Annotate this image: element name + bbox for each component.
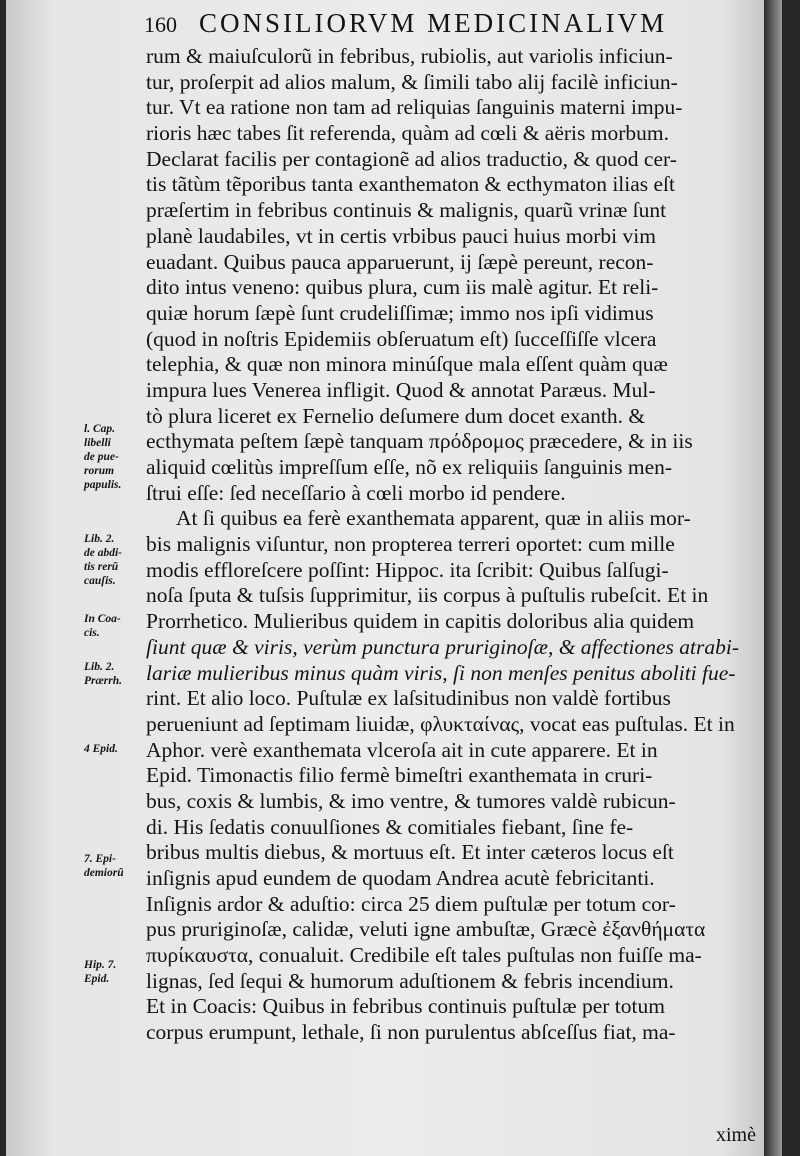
text-line: ſtrui eſſe: ſed neceſſario à cœli morbo id pendere. bbox=[146, 480, 566, 505]
text-line: euadant. Quibus pauca apparuerunt, ij ſæpè pereunt, recon- bbox=[146, 249, 654, 274]
text-line: corpus erumpunt, lethale, ſi non purulentus abſceſſus fiat, ma- bbox=[146, 1020, 676, 1045]
text-line: impura lues Venerea infligit. Quod & annotat Paræus. Mul- bbox=[146, 377, 656, 402]
text-line: Inſignis ardor & aduſtio: circa 25 diem puſtulæ per totum cor- bbox=[146, 891, 676, 916]
text-line: lignas, ſed ſequi & humorum aduſtionem & febris incendium. bbox=[146, 968, 674, 993]
page-edge bbox=[764, 0, 782, 1156]
text-line: di. His ſedatis conuulſiones & comitiales fiebant, ſine fe- bbox=[146, 814, 634, 839]
text-line: bus, coxis & lumbis, & imo ventre, & tumores valdè rubicun- bbox=[146, 788, 676, 813]
marginal-note: In Coa- cis. bbox=[84, 613, 121, 639]
text-line: πυρίκαυστα, conualuit. Credibile eſt tales puſtulas non fuiſſe ma- bbox=[146, 943, 702, 968]
text-line: Aphor. verè exanthemata vlceroſa ait in cute apparere. Et in bbox=[146, 737, 658, 762]
text-line: Declarat facilis per contagionẽ ad alios traductio, & quod cer- bbox=[146, 146, 677, 171]
text-line: modis efflorеſcere poſſint: Hippoc. ita ſcribit: Quibus ſalſugi- bbox=[146, 557, 669, 582]
catchword: ximè bbox=[716, 1124, 756, 1146]
text-line: ecthymata peſtem ſæpè tanquam πρόδρομος præcedere, & in iis bbox=[146, 429, 693, 454]
marginal-note: Hip. 7. Epid. bbox=[84, 959, 117, 985]
text-line: præſertim in febribus continuis & malignis, quarũ vrinæ ſunt bbox=[146, 198, 667, 223]
book-page bbox=[6, 0, 782, 1156]
text-line: aliquid cœlitùs impreſſum eſſe, nõ ex reliquiis ſanguinis men- bbox=[146, 455, 673, 479]
text-line: telephia, & quæ non minora minúſque mala eſſent quàm quæ bbox=[146, 352, 668, 377]
marginal-note: l. Cap. libelli de pue- rorum papulis. bbox=[84, 423, 122, 491]
text-line: perueniunt ad ſeptimam liuidæ, φλυκταίνας, vocat eas puſtulas. Et in bbox=[146, 711, 735, 736]
marginal-note: 4 Epid. bbox=[84, 743, 118, 755]
running-title: CONSILIORVM MEDICINALIVM bbox=[199, 8, 668, 38]
text-line: ſiunt quæ & viris, verùm punctura pruriginoſæ, & affectiones atrabi- bbox=[146, 634, 740, 659]
text-line: rioris hæc tabes ſit referenda, quàm ad cœli & aëris morbum. bbox=[146, 121, 670, 146]
text-line: tis tãtùm tẽporibus tanta exanthematon & ecthymaton ilias eſt bbox=[146, 172, 676, 197]
text-line: rum & maiuſculorũ in febribus, rubiolis, aut variolis inficiun- bbox=[146, 44, 673, 68]
text-line: (quod in noſtris Epidemiis obſeruatum eſt) ſucceſſiſſe vlcera bbox=[146, 326, 657, 351]
text-line: tur, proſerpit ad alios malum, & ſimili tabo alij facilè inficiun- bbox=[146, 69, 678, 94]
text-line: Et in Coacis: Quibus in febribus continuis puſtulæ per totum bbox=[146, 994, 665, 1019]
text-line: tò plura liceret ex Fernelio deſumere dum docet exanth. & bbox=[146, 403, 646, 428]
text-line: inſignis apud eundem de quodam Andrea acutè febricitanti. bbox=[146, 866, 655, 890]
page-header bbox=[144, 8, 744, 42]
page-number: 160 bbox=[144, 12, 177, 37]
text-line: Epid. Timonactis filio fermè bimeſtri exanthemata in cruri- bbox=[146, 763, 653, 788]
text-line: lariæ mulieribus minus quàm viris, ſi non menſes penitus aboliti fue- bbox=[146, 660, 736, 685]
text-line: quiæ horum ſæpè ſunt crudeliſſimæ; immo nos ipſi vidimus bbox=[146, 300, 654, 325]
body-text bbox=[146, 44, 780, 1046]
text-line: dito intus veneno: quibus plura, cum iis malè agitur. Et reli- bbox=[146, 275, 659, 300]
text-line: noſa ſputa & tuſsis ſupprimitur, iis corpus à puſtulis rubeſcit. Et in bbox=[146, 583, 709, 608]
text-line: pus pruriginoſæ, calidæ, veluti igne ambuſtæ, Græcè ἐξανθήματα bbox=[146, 917, 706, 942]
text-line: bribus multis diebus, & mortuus eſt. Et inter cæteros locus eſt bbox=[146, 840, 674, 865]
text-line: tur. Vt ea ratione non tam ad reliquias ſanguinis materni impu- bbox=[146, 95, 683, 120]
text-line: At ſi quibus ea ferè exanthemata apparent, quæ in aliis mor- bbox=[176, 506, 691, 531]
text-line: rint. Et alio loco. Puſtulæ ex laſsitudinibus non valdè fortibus bbox=[146, 686, 671, 711]
text-line: bis malignis viſuntur, non propterea terreri oportet: cum mille bbox=[146, 532, 675, 557]
marginal-note: Lib. 2. de abdi- tis rerũ cauſis. bbox=[84, 533, 123, 587]
marginal-note: Lib. 2. Prærrh. bbox=[84, 661, 123, 687]
marginal-note: 7. Epi- demiorũ bbox=[84, 853, 124, 879]
text-line: planè laudabiles, vt in certis vrbibus pauci huius morbi vim bbox=[146, 223, 656, 248]
text-line: Prorrhetico. Mulieribus quidem in capitis doloribus alia quidem bbox=[146, 609, 695, 634]
